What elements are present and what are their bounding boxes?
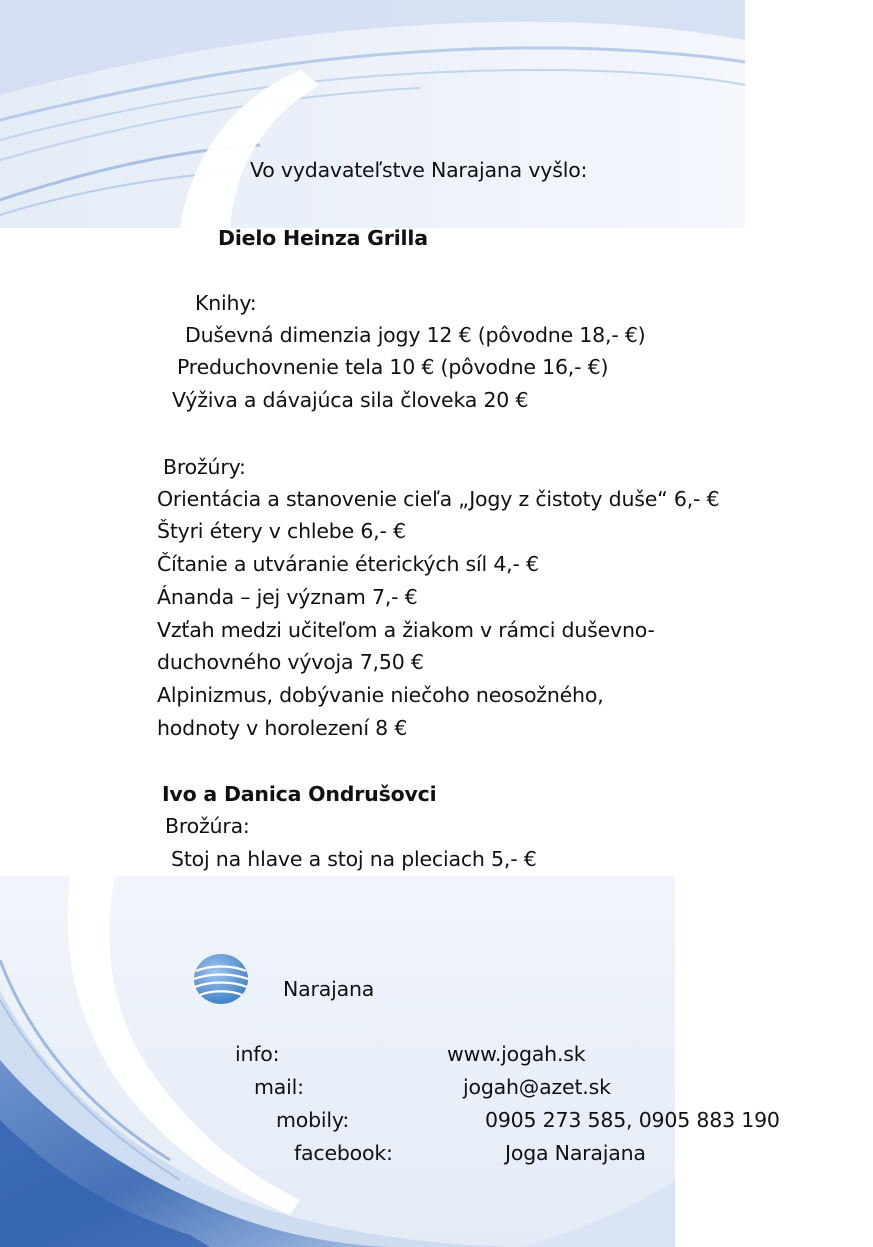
book-item: Preduchovnenie tela 10 € (pôvodne 16,- €) xyxy=(177,355,609,379)
brochure-line: Alpinizmus, dobývanie niečoho neosožného, xyxy=(157,683,604,707)
brochure-line: Štyri étery v chlebe 6,- € xyxy=(157,519,406,543)
brochure-line: Čítanie a utváranie éterických síl 4,- € xyxy=(157,552,539,576)
website-link[interactable]: www.jogah.sk xyxy=(447,1042,586,1066)
brochure2-item: Stoj na hlave a stoj na pleciach 5,- € xyxy=(171,847,537,871)
author-heinz-grill: Dielo Heinza Grilla xyxy=(218,226,428,250)
books-label: Knihy: xyxy=(195,291,257,315)
contact-label: info: xyxy=(235,1042,280,1066)
email-link[interactable]: jogah@azet.sk xyxy=(463,1075,611,1099)
contact-label: mobily: xyxy=(276,1108,350,1132)
top-wave-panel xyxy=(0,0,745,228)
contact-label: facebook: xyxy=(294,1141,393,1165)
facebook-link[interactable]: Joga Narajana xyxy=(505,1141,646,1165)
brochure-line: hodnoty v horolezení 8 € xyxy=(157,716,408,740)
book-item: Výživa a dávajúca sila človeka 20 € xyxy=(172,388,529,412)
brochure-line: Orientácia a stanovenie cieľa „Jogy z čistoty duše“ 6,- € xyxy=(157,487,720,511)
brochure2-label: Brožúra: xyxy=(165,814,250,838)
author-ondrusovci: Ivo a Danica Ondrušovci xyxy=(162,782,437,806)
phone-numbers: 0905 273 585, 0905 883 190 xyxy=(485,1108,780,1132)
contact-label: mail: xyxy=(254,1075,304,1099)
brochure-line: Vzťah medzi učiteľom a žiakom v rámci duševno- xyxy=(157,618,655,642)
page-heading: Vo vydavateľstve Narajana vyšlo: xyxy=(250,158,588,182)
brochure-line: duchovného vývoja 7,50 € xyxy=(157,650,424,674)
brochures-label: Brožúry: xyxy=(163,455,246,479)
narajana-logo-icon xyxy=(192,953,250,1005)
publisher-name: Narajana xyxy=(283,977,375,1001)
book-item: Duševná dimenzia jogy 12 € (pôvodne 18,- €) xyxy=(185,323,646,347)
brochure-line: Ánanda – jej význam 7,- € xyxy=(157,585,418,609)
